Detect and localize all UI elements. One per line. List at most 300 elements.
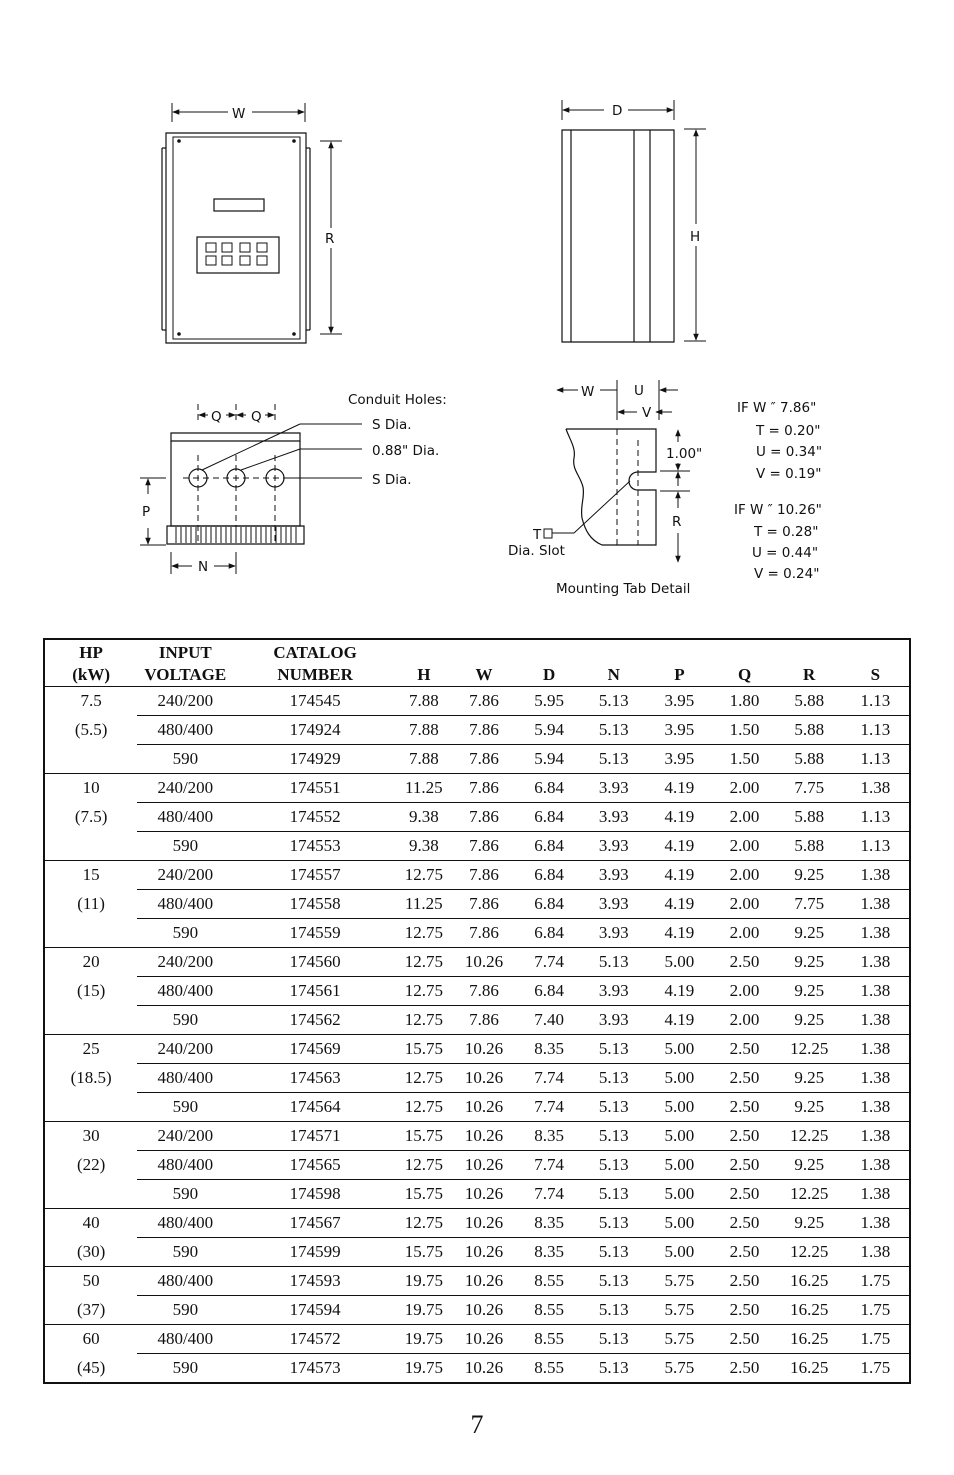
cell-p: 4.19 (646, 803, 712, 832)
cell-r: 9.25 (777, 1209, 842, 1238)
cell-d: 6.84 (517, 774, 581, 803)
table-row (44, 1180, 910, 1209)
tab-w-label: W (581, 384, 595, 400)
cell-q: 2.50 (712, 1296, 776, 1325)
table-row (44, 919, 910, 948)
cell-n: 5.13 (581, 1267, 646, 1296)
hp-cell: 25 (44, 1035, 137, 1064)
cell-r: 9.25 (777, 948, 842, 977)
cell-p: 4.19 (646, 832, 712, 861)
table-row (44, 1122, 910, 1151)
note1-condition: IF W ″ 7.86" (737, 400, 817, 416)
cell-voltage: 240/200 (137, 774, 233, 803)
cell-r: 5.88 (794, 691, 825, 710)
bottom-view-drawing (140, 392, 447, 575)
hp-cell: (5.5) (74, 720, 108, 739)
cell-q: 2.50 (712, 1151, 776, 1180)
cell-h: 7.88 (397, 745, 451, 774)
header-5 (517, 639, 581, 687)
cell-d: 8.35 (517, 1035, 581, 1064)
cell-s: 1.13 (842, 832, 910, 861)
cell-d: 6.84 (517, 803, 581, 832)
cell-d: 6.84 (517, 890, 581, 919)
cell-r: 9.25 (777, 1151, 842, 1180)
header-line2: NUMBER (277, 665, 353, 684)
cell-q: 1.80 (729, 691, 760, 710)
cell-voltage: 480/400 (137, 1267, 233, 1296)
page-number: 7 (470, 1410, 484, 1439)
cell-w: 10.26 (451, 1296, 517, 1325)
header-line1: CATALOG (273, 643, 357, 662)
table-row (44, 832, 910, 861)
conduit-title: Conduit Holes: (348, 392, 447, 408)
cell-q: 2.50 (712, 1064, 776, 1093)
table-row (44, 1238, 910, 1267)
cell-number: 174567 (233, 1209, 396, 1238)
cell-r: 12.25 (777, 1180, 842, 1209)
table-row (44, 1267, 910, 1296)
hp-cell (44, 1006, 137, 1035)
cell-n: 5.13 (581, 1354, 646, 1384)
cell-p: 4.19 (646, 1006, 712, 1035)
cell-w: 10.26 (451, 1180, 517, 1209)
cell-h: 12.75 (397, 861, 451, 890)
cell-q: 2.50 (712, 1180, 776, 1209)
cell-voltage: 590 (137, 1093, 233, 1122)
cell-r: 5.88 (777, 832, 842, 861)
cell-number: 174564 (233, 1093, 396, 1122)
table-row (44, 745, 910, 774)
table-row (44, 1209, 910, 1238)
hp-cell: (7.5) (74, 807, 108, 826)
header-line2: N (607, 665, 620, 684)
tab-100-label: 1.00" (666, 446, 703, 462)
header-0 (44, 639, 137, 687)
cell-w: 10.26 (451, 1122, 517, 1151)
cell-q: 2.50 (712, 1238, 776, 1267)
cell-n: 3.93 (581, 832, 646, 861)
cell-h: 15.75 (397, 1122, 451, 1151)
dimension-drawings (0, 0, 954, 630)
note1-u: U = 0.34" (756, 444, 823, 460)
hp-cell: 20 (44, 948, 137, 977)
tab-r-label: R (672, 514, 682, 530)
cell-n: 5.13 (581, 1296, 646, 1325)
cell-q: 2.50 (712, 1035, 776, 1064)
cell-q: 2.00 (712, 832, 776, 861)
hp-cell (44, 919, 137, 948)
cell-h: 12.75 (397, 1064, 451, 1093)
cell-r: 16.25 (777, 1325, 842, 1354)
header-line2: S (870, 665, 881, 684)
cell-n: 3.93 (581, 861, 646, 890)
table-row (44, 716, 910, 745)
cell-s: 1.38 (842, 774, 910, 803)
cell-number: 174924 (233, 716, 396, 745)
cell-p: 5.00 (646, 1238, 712, 1267)
header-line2: P (674, 665, 685, 684)
cell-w: 10.26 (451, 1209, 517, 1238)
bottom-n-label: N (198, 559, 209, 575)
cell-s: 1.75 (842, 1325, 910, 1354)
cell-number: 174593 (233, 1267, 396, 1296)
cell-number: 174560 (233, 948, 396, 977)
cell-voltage: 590 (137, 832, 233, 861)
hp-cell: (30) (76, 1241, 106, 1261)
header-4 (451, 639, 517, 687)
cell-q: 2.00 (712, 1006, 776, 1035)
note2-t: T = 0.28" (754, 524, 819, 540)
hp-cell: 7.5 (80, 691, 102, 711)
cell-h: 12.75 (397, 1209, 451, 1238)
cell-d: 7.74 (517, 1180, 581, 1209)
cell-w: 10.26 (451, 1238, 517, 1267)
cell-voltage: 480/400 (137, 716, 233, 745)
header-line1 (451, 642, 517, 664)
cell-q: 1.50 (712, 745, 776, 774)
cell-voltage: 590 (137, 1354, 233, 1384)
table-row (44, 861, 910, 890)
cell-h: 12.75 (397, 948, 451, 977)
cell-h: 12.75 (397, 919, 451, 948)
cell-voltage: 480/400 (137, 1209, 233, 1238)
cell-p: 3.95 (646, 745, 712, 774)
cell-d: 7.74 (517, 1151, 581, 1180)
cell-r: 9.25 (777, 1006, 842, 1035)
cell-voltage: 590 (137, 1296, 233, 1325)
cell-voltage: 480/400 (137, 1325, 233, 1354)
bottom-q2-label: Q (251, 409, 262, 425)
cell-p: 5.75 (646, 1267, 712, 1296)
cell-p: 4.19 (646, 774, 712, 803)
header-line1 (581, 642, 646, 664)
cell-p: 5.00 (646, 1035, 712, 1064)
cell-p: 4.19 (646, 977, 712, 1006)
cell-w: 7.86 (451, 745, 517, 774)
cell-r: 9.25 (777, 919, 842, 948)
cell-d: 8.35 (517, 1209, 581, 1238)
cell-d: 8.55 (517, 1267, 581, 1296)
hp-cell (44, 1093, 137, 1122)
cell-s: 1.38 (842, 1180, 910, 1209)
hp-cell: (45) (76, 1357, 106, 1377)
cell-q: 2.50 (712, 1325, 776, 1354)
cell-r: 5.88 (777, 803, 842, 832)
hp-cell (44, 832, 137, 861)
cell-p: 3.95 (664, 691, 695, 710)
cell-s: 1.38 (842, 1151, 910, 1180)
cell-r: 12.25 (777, 1035, 842, 1064)
side-d-label: D (612, 103, 623, 119)
cell-r: 9.25 (777, 977, 842, 1006)
cell-r: 9.25 (777, 1064, 842, 1093)
cell-n: 3.93 (581, 890, 646, 919)
cell-number: 174562 (233, 1006, 396, 1035)
cell-voltage: 590 (137, 1006, 233, 1035)
cell-w: 7.86 (469, 691, 499, 710)
cell-h: 19.75 (397, 1354, 451, 1384)
note2-condition: IF W ″ 10.26" (734, 502, 822, 518)
cell-p: 5.00 (646, 1122, 712, 1151)
cell-h: 19.75 (397, 1325, 451, 1354)
cell-n: 5.13 (581, 1093, 646, 1122)
tab-slot-label: Dia. Slot (508, 543, 565, 559)
cell-s: 1.38 (842, 861, 910, 890)
cell-h: 9.38 (397, 803, 451, 832)
cell-h: 9.38 (397, 832, 451, 861)
cell-s: 1.13 (860, 691, 891, 710)
cell-voltage: 240/200 (157, 691, 214, 710)
table-row (44, 1006, 910, 1035)
note1-v: V = 0.19" (756, 466, 822, 482)
cell-number: 174545 (289, 691, 341, 710)
tab-v-label: V (642, 405, 652, 421)
cell-w: 7.86 (451, 803, 517, 832)
cell-d: 7.74 (517, 948, 581, 977)
table-header (44, 639, 910, 687)
table-row (44, 890, 910, 919)
cell-s: 1.38 (842, 1093, 910, 1122)
cell-s: 1.13 (842, 745, 910, 774)
cell-voltage: 590 (137, 745, 233, 774)
tab-t-label: T (533, 527, 542, 543)
table-row (44, 1151, 910, 1180)
cell-r: 7.75 (777, 890, 842, 919)
cell-number: 174559 (233, 919, 396, 948)
cell-p: 4.19 (646, 919, 712, 948)
cell-n: 5.13 (581, 1325, 646, 1354)
cell-q: 2.50 (712, 1209, 776, 1238)
front-w-label: W (232, 106, 246, 122)
hp-cell: 40 (44, 1209, 137, 1238)
cell-d: 6.84 (517, 977, 581, 1006)
cell-s: 1.38 (842, 1006, 910, 1035)
cell-p: 5.75 (646, 1354, 712, 1384)
cell-w: 7.86 (451, 1006, 517, 1035)
cell-s: 1.38 (842, 977, 910, 1006)
cell-number: 174573 (233, 1354, 396, 1384)
header-line2: W (475, 665, 493, 684)
cell-q: 2.00 (712, 890, 776, 919)
hp-cell: (22) (76, 1155, 106, 1174)
header-line1 (712, 642, 776, 664)
cell-d: 8.55 (517, 1354, 581, 1384)
hp-cell: 15 (44, 861, 137, 890)
cell-voltage: 240/200 (137, 1122, 233, 1151)
hp-cell: (15) (76, 981, 106, 1000)
table-row (44, 803, 910, 832)
cell-voltage: 480/400 (137, 977, 233, 1006)
table-row (44, 1093, 910, 1122)
cell-d: 5.94 (517, 745, 581, 774)
table-row (44, 1035, 910, 1064)
cell-n: 5.13 (581, 1209, 646, 1238)
cell-h: 15.75 (397, 1035, 451, 1064)
cell-n: 5.13 (581, 716, 646, 745)
header-7 (646, 639, 712, 687)
cell-w: 10.26 (451, 948, 517, 977)
hp-cell: 30 (44, 1122, 137, 1151)
header-2 (233, 639, 396, 687)
cell-p: 5.00 (646, 1151, 712, 1180)
hp-cell: (18.5) (70, 1068, 112, 1087)
cell-q: 2.00 (712, 774, 776, 803)
cell-n: 3.93 (581, 803, 646, 832)
cell-h: 15.75 (397, 1180, 451, 1209)
cell-d: 5.95 (534, 691, 564, 710)
cell-q: 2.00 (712, 919, 776, 948)
mounting-tab-drawing (508, 380, 702, 597)
cell-q: 2.50 (712, 1267, 776, 1296)
cell-voltage: 480/400 (137, 1151, 233, 1180)
side-view-drawing (562, 100, 706, 342)
cell-n: 3.93 (581, 977, 646, 1006)
cell-q: 2.00 (712, 977, 776, 1006)
header-6 (581, 639, 646, 687)
cell-s: 1.38 (842, 1064, 910, 1093)
cell-p: 5.00 (646, 1093, 712, 1122)
cell-number: 174561 (233, 977, 396, 1006)
hp-cell: (37) (76, 1299, 106, 1319)
cell-s: 1.13 (842, 803, 910, 832)
header-line1 (646, 642, 712, 664)
cell-voltage: 240/200 (137, 948, 233, 977)
cell-r: 5.88 (777, 745, 842, 774)
cell-n: 3.93 (581, 1006, 646, 1035)
cell-number: 174552 (233, 803, 396, 832)
cell-d: 8.55 (517, 1296, 581, 1325)
header-line2: (kW) (72, 665, 110, 684)
hp-cell: 10 (44, 774, 137, 803)
header-line1 (777, 642, 842, 664)
header-line1 (842, 642, 909, 664)
cell-d: 7.74 (517, 1093, 581, 1122)
cell-h: 12.75 (397, 1151, 451, 1180)
cell-number: 174551 (233, 774, 396, 803)
tab-caption: Mounting Tab Detail (556, 581, 691, 597)
header-1 (137, 639, 233, 687)
cell-n: 5.13 (581, 1180, 646, 1209)
hp-cell: 60 (44, 1325, 137, 1354)
header-line1: HP (79, 643, 103, 662)
cell-number: 174571 (233, 1122, 396, 1151)
cell-h: 19.75 (397, 1267, 451, 1296)
cell-w: 7.86 (451, 716, 517, 745)
cell-q: 2.50 (712, 948, 776, 977)
cell-s: 1.38 (842, 1035, 910, 1064)
cell-d: 8.55 (517, 1325, 581, 1354)
table-body (44, 687, 910, 1384)
cell-w: 7.86 (451, 919, 517, 948)
cell-r: 5.88 (777, 716, 842, 745)
cell-p: 4.19 (646, 861, 712, 890)
cell-voltage: 480/400 (137, 1064, 233, 1093)
cell-n: 3.93 (581, 774, 646, 803)
cell-n: 5.13 (581, 745, 646, 774)
cell-h: 12.75 (397, 1093, 451, 1122)
cell-number: 174569 (233, 1035, 396, 1064)
cell-p: 3.95 (646, 716, 712, 745)
front-view-drawing (162, 103, 342, 343)
cell-r: 16.25 (777, 1296, 842, 1325)
cell-d: 7.40 (517, 1006, 581, 1035)
header-3 (397, 639, 451, 687)
table-row (44, 948, 910, 977)
cell-voltage: 590 (137, 1180, 233, 1209)
cell-n: 5.13 (581, 1238, 646, 1267)
cell-q: 2.00 (712, 803, 776, 832)
header-line2: Q (737, 665, 752, 684)
cell-w: 7.86 (451, 861, 517, 890)
cell-n: 5.13 (581, 1122, 646, 1151)
note2-u: U = 0.44" (752, 545, 819, 561)
cell-q: 2.50 (712, 1354, 776, 1384)
header-line2: D (542, 665, 556, 684)
cell-s: 1.38 (842, 1238, 910, 1267)
cell-q: 2.50 (712, 1122, 776, 1151)
cell-s: 1.13 (842, 716, 910, 745)
cell-voltage: 240/200 (137, 1035, 233, 1064)
cell-n: 5.13 (581, 1064, 646, 1093)
cell-q: 2.50 (712, 1093, 776, 1122)
cell-voltage: 590 (137, 1238, 233, 1267)
cell-n: 3.93 (581, 919, 646, 948)
cell-d: 6.84 (517, 861, 581, 890)
header-line1: INPUT (158, 643, 212, 662)
cell-d: 8.35 (517, 1238, 581, 1267)
cell-p: 5.00 (646, 1209, 712, 1238)
cell-d: 6.84 (517, 919, 581, 948)
cell-r: 9.25 (777, 1093, 842, 1122)
cell-r: 12.25 (777, 1238, 842, 1267)
cell-w: 10.26 (451, 1151, 517, 1180)
cell-w: 10.26 (451, 1267, 517, 1296)
cell-w: 10.26 (451, 1035, 517, 1064)
hp-cell: 50 (44, 1267, 137, 1296)
table-row (44, 774, 910, 803)
cell-w: 10.26 (451, 1354, 517, 1384)
table-row (44, 1354, 910, 1384)
header-10 (842, 639, 910, 687)
cell-p: 5.00 (646, 1180, 712, 1209)
table-row (44, 1325, 910, 1354)
cell-w: 10.26 (451, 1325, 517, 1354)
conduit-hole2-label: 0.88" Dia. (372, 443, 440, 459)
cell-p: 5.00 (646, 948, 712, 977)
cell-w: 7.86 (451, 832, 517, 861)
cell-s: 1.38 (842, 919, 910, 948)
cell-w: 10.26 (451, 1064, 517, 1093)
cell-s: 1.75 (842, 1267, 910, 1296)
cell-p: 4.19 (646, 890, 712, 919)
tab-notes (734, 400, 822, 582)
cell-r: 9.25 (777, 861, 842, 890)
cell-h: 15.75 (397, 1238, 451, 1267)
header-9 (777, 639, 842, 687)
cell-r: 16.25 (777, 1354, 842, 1384)
cell-n: 5.13 (581, 1035, 646, 1064)
dimensions-table (43, 638, 911, 1384)
cell-w: 7.86 (451, 774, 517, 803)
cell-number: 174553 (233, 832, 396, 861)
cell-voltage: 590 (137, 919, 233, 948)
cell-voltage: 480/400 (137, 803, 233, 832)
cell-r: 16.25 (777, 1267, 842, 1296)
cell-h: 11.25 (397, 774, 451, 803)
header-line2: VOLTAGE (144, 665, 227, 684)
cell-n: 5.13 (598, 691, 629, 710)
cell-w: 7.86 (451, 890, 517, 919)
